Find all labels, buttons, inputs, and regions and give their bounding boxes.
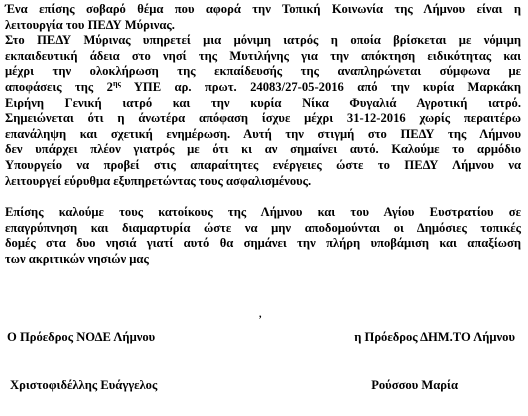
- text-line: επαγρύπνηση και διαμαρτυρία ώστε να μην αποδομούνται οι Δημόσιες τοπικές: [5, 220, 521, 235]
- text-line: μέχρι την ολοκλήρωση της εκπαίδευσής της αναπληρώνεται σύμφωνα με: [5, 64, 521, 79]
- text-line: των ακριτικών νησιών μας: [5, 251, 149, 266]
- text-line: δεν υπάρχει πλέον γιατρός με ότι κι αν σημαίνει αυτό. Καλούμε το αρμόδιο: [5, 142, 521, 157]
- text-fragment: αποφάσεις της 2: [5, 79, 113, 94]
- text-line: Σημειώνεται ότι η άνωτέρα απόφαση ίσχυε μέχρι 31-12-2016 χωρίς περαιτέρω: [5, 111, 521, 126]
- text-line: επανάληψη και σχετική ενημέρωση. Αυτή την στιγμή στο ΠΕΔΥ της Λήμνου: [5, 126, 521, 141]
- paragraph-pedy: [5, 33, 521, 189]
- signature-titles: [5, 330, 521, 346]
- ordinal-suffix: ης: [112, 78, 121, 88]
- text-line: λειτουργεί εύρυθμα εξυπηρετώντας τους ασφαλισμένους.: [5, 173, 312, 188]
- document-body: [5, 2, 521, 268]
- paragraph-intro: [5, 2, 521, 33]
- text-line: λειτουργία του ΠΕΔΥ Μύρινας.: [5, 17, 175, 32]
- right-signatory-name: Ρούσσου Μαρία: [371, 378, 458, 392]
- text-line: εκπαιδευτική άδεια στο νησί της Μυτιλήνης για την απόκτηση ειδικότητας και: [5, 48, 521, 63]
- text-line: δομές στα δυο νησιά γιατί αυτό θα σημάνει την πλήρη υποβάμιση και απαξίωση: [5, 236, 521, 251]
- signature-names: [5, 378, 521, 394]
- text-line: Υπουργείο να προβεί στις απαραίτητες ενέργειες ώστε το ΠΕΔΥ Λήμνου να: [5, 157, 521, 172]
- text-line: Στο ΠΕΔΥ Μύρινας υπηρετεί μια μόνιμη ιατρός η οποία βρίσκεται με νόμιμη: [5, 33, 521, 48]
- text-line: Ειρήνη Γενική ιατρό και την κυρία Νίκα Φυγαλιά Αγροτική ιατρό.: [5, 95, 521, 110]
- paragraph-appeal: [5, 205, 521, 267]
- paragraph-spacer: [5, 189, 521, 205]
- text-fragment: ΥΠΕ αρ. πρωτ. 24083/27-05-2016 από την κυρία Μαρκάκη: [120, 79, 521, 94]
- right-signatory-title: η Πρόεδρος ΔΗΜ.ΤΟ Λήμνου: [354, 330, 515, 344]
- text-line: Επίσης καλούμε τους κατοίκους της Λήμνου και του Αγίου Ευστρατίου σε: [5, 205, 521, 220]
- stray-mark: ,: [259, 309, 262, 320]
- text-line: Ένα επίσης σοβαρό θέμα που αφορά την Τοπική Κοινωνία της Λήμνου είναι η: [5, 2, 521, 16]
- left-signatory-title: Ο Πρόεδρος ΝΟΔΕ Λήμνου: [7, 330, 156, 344]
- left-signatory-name: Χριστοφιδέλλης Ευάγγελος: [10, 378, 158, 392]
- text-line: [5, 80, 521, 96]
